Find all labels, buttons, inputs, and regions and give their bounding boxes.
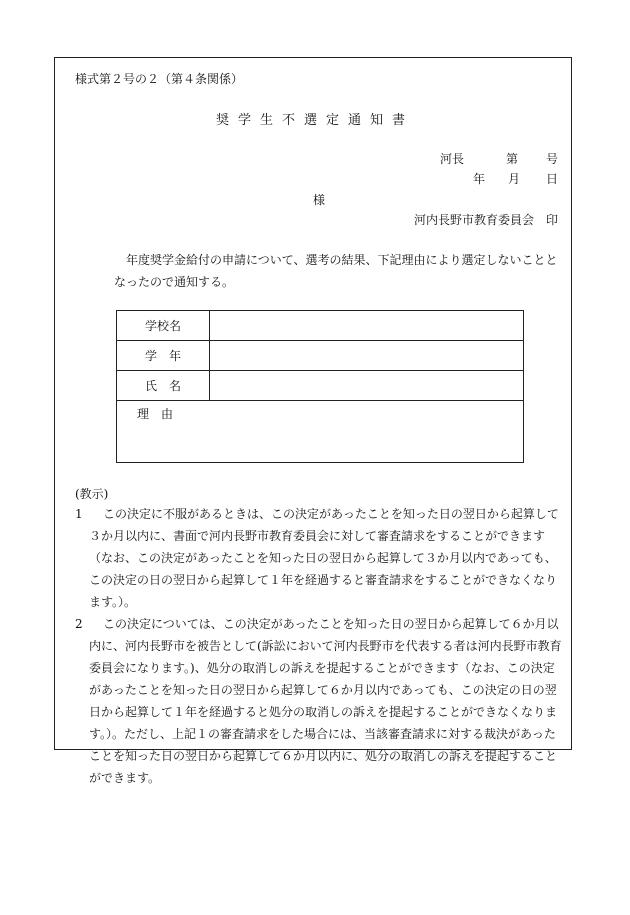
- notice-list: [75, 503, 565, 789]
- reference-go: 号: [546, 152, 559, 166]
- notice-item-text: この決定については、この決定があったことを知った日の翌日から起算して６か月以内に、河内長野市を被告として(訴訟において河内長野市を代表する者は河内長野市教育委員会になります。)、処分の取消しの訴えを提起することができます（なお、この決定があったことを知った日の翌日から起算して６か月以内であっても、この決定の日の翌日から起算して１年を経過すると処分の取消しの訴えを提起することができなくなります。）。ただし、上記１の審査請求をした場合には、当該審査請求に対する裁決があったことを知った日の翌日から起算して６か月以内に、処分の取消しの訴えを提起することができます。: [89, 617, 562, 785]
- issuer: 河内長野市教育委員会 印: [413, 213, 558, 227]
- date-year: 年: [473, 172, 486, 186]
- body-text: 年度奨学金給付の申請について、選考の結果、下記理由により選定しないこととなったので通知する。: [114, 253, 558, 289]
- addressee-suffix: 様: [313, 193, 326, 207]
- school-value: [210, 311, 524, 341]
- school-label: 学校名: [117, 311, 210, 341]
- reason-label: 理 由: [137, 407, 174, 421]
- date-day: 日: [546, 172, 559, 186]
- reason-cell: [117, 401, 524, 463]
- document-title: 奨学生不選定通知書: [215, 113, 414, 128]
- table-row-name: [117, 371, 524, 401]
- date-month: 月: [508, 172, 521, 186]
- grade-value: [210, 341, 524, 371]
- name-label: 氏 名: [117, 371, 210, 401]
- notice-item-number: 2: [75, 617, 83, 631]
- reference-prefix: 河長: [440, 152, 465, 166]
- info-table: [116, 310, 524, 463]
- form-number: 様式第２号の２（第４条関係）: [75, 72, 244, 86]
- notice-heading: (教示): [75, 487, 109, 501]
- notice-item-text: この決定に不服があるときは、この決定があったことを知った日の翌日から起算して３か月以内に、書面で河内長野市教育委員会に対して審査請求をすることができます（なお、この決定があったことを知った日の翌日から起算して３か月以内であっても、この決定の日の翌日から起算して１年を経過すると審査請求をすることができなくなります。）。: [89, 507, 559, 609]
- grade-label: 学 年: [117, 341, 210, 371]
- table-row-grade: [117, 341, 524, 371]
- table-row-reason: [117, 401, 524, 463]
- notice-item: [75, 613, 565, 789]
- notice-item: [75, 503, 565, 613]
- name-value: [210, 371, 524, 401]
- notice-item-number: 1: [75, 507, 83, 521]
- reference-dai: 第: [506, 152, 519, 166]
- table-row-school: [117, 311, 524, 341]
